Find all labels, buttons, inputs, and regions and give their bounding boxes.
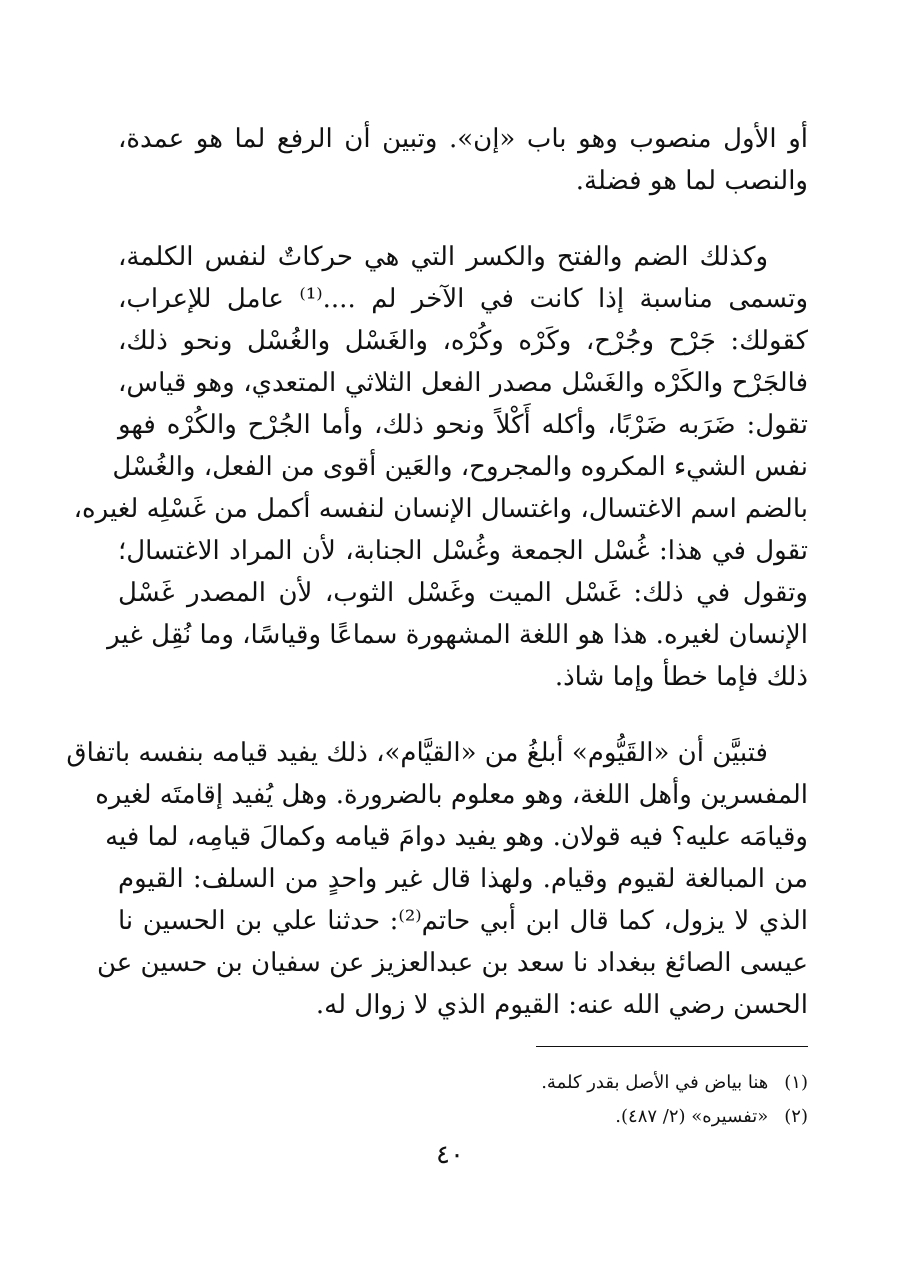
text-line: من المبالغة لقيوم وقيام. ولهذا قال غير واحدٍ من السلف: القيوم — [118, 864, 808, 894]
text-line: والنصب لما هو فضلة. — [575, 166, 808, 196]
text-line: الحسن رضي الله عنه: القيوم الذي لا زوال له. — [315, 990, 808, 1020]
text-line: عيسى الصائغ ببغداد نا سعد بن عبدالعزيز عن سفيان بن حسين عن — [96, 948, 808, 978]
text-line: وقيامَه عليه؟ فيه قولان. وهو يفيد دوامَ قيامه وكمالَ قيامِه، لما فيه — [105, 822, 808, 852]
footnote-divider — [536, 1046, 808, 1047]
footnote-item — [108, 1100, 808, 1134]
footnote-item — [108, 1066, 808, 1100]
footnote-text: هنا بياض في الأصل بقدر كلمة. — [541, 1072, 769, 1093]
text-line: كقولك: جَرْح وجُرْح، وكَرْه وكُرْه، والغَسْل والغُسْل ونحو ذلك، — [118, 326, 808, 356]
text-line: بالضم اسم الاغتسال، واغتسال الإنسان لنفسه أكمل من غَسْلِه لغيره، — [73, 494, 808, 524]
text-line: الإنسان لغيره. هذا هو اللغة المشهورة سماعًا وقياسًا، وما نُقِل غير — [107, 620, 808, 650]
text-line: أو الأول منصوب وهو باب «إن». وتبين أن الرفع لما هو عمدة، — [118, 124, 808, 154]
text-line: تقول: ضَرَبه ضَرْبًا، وأكله أَكْلاً ونحو ذلك، وأما الجُرْح والكُرْه فهو — [118, 410, 808, 440]
main-text — [66, 118, 809, 1026]
text-line: وتقول في ذلك: غَسْل الميت وغَسْل الثوب، لأن المصدر غَسْل — [118, 578, 808, 608]
text-line: الذي لا يزول، كما قال ابن أبي حاتم⁽²⁾: حدثنا علي بن الحسين نا — [118, 906, 808, 936]
text-line: ذلك فإما خطأ وإما شاذ. — [554, 662, 808, 692]
page-number: ٤٠ — [436, 1140, 464, 1170]
footnote-text: «تفسيره» (٢/ ٤٨٧). — [615, 1106, 769, 1127]
text-line: فتبيَّن أن «القَيُّوم» أبلغُ من «القيَّام»، ذلك يفيد قيامه بنفسه باتفاق — [66, 738, 768, 768]
text-line: فالجَرْح والكَرْه والغَسْل مصدر الفعل الثلاثي المتعدي، وهو قياس، — [118, 368, 808, 398]
footnotes — [108, 1066, 808, 1134]
paragraph-2 — [73, 236, 809, 698]
text-line: تقول في هذا: غُسْل الجمعة وغُسْل الجنابة، لأن المراد الاغتسال؛ — [118, 536, 808, 566]
text-line: المفسرين وأهل اللغة، وهو معلوم بالضرورة. وهل يُفيد إقامتَه لغيره — [95, 780, 808, 810]
footnote-number: (٢) — [784, 1106, 808, 1127]
text-line: وتسمى مناسبة إذا كانت في الآخر لم ....⁽¹⁾ عامل للإعراب، — [118, 284, 809, 314]
paragraph-3 — [66, 732, 808, 1026]
paragraph-1 — [118, 118, 808, 202]
text-line: نفس الشيء المكروه والمجروح، والعَين أقوى من الفعل، والغُسْل — [112, 452, 808, 482]
text-line: وكذلك الضم والفتح والكسر التي هي حركاتٌ لنفس الكلمة، — [118, 242, 768, 272]
footnote-number: (١) — [784, 1072, 808, 1093]
